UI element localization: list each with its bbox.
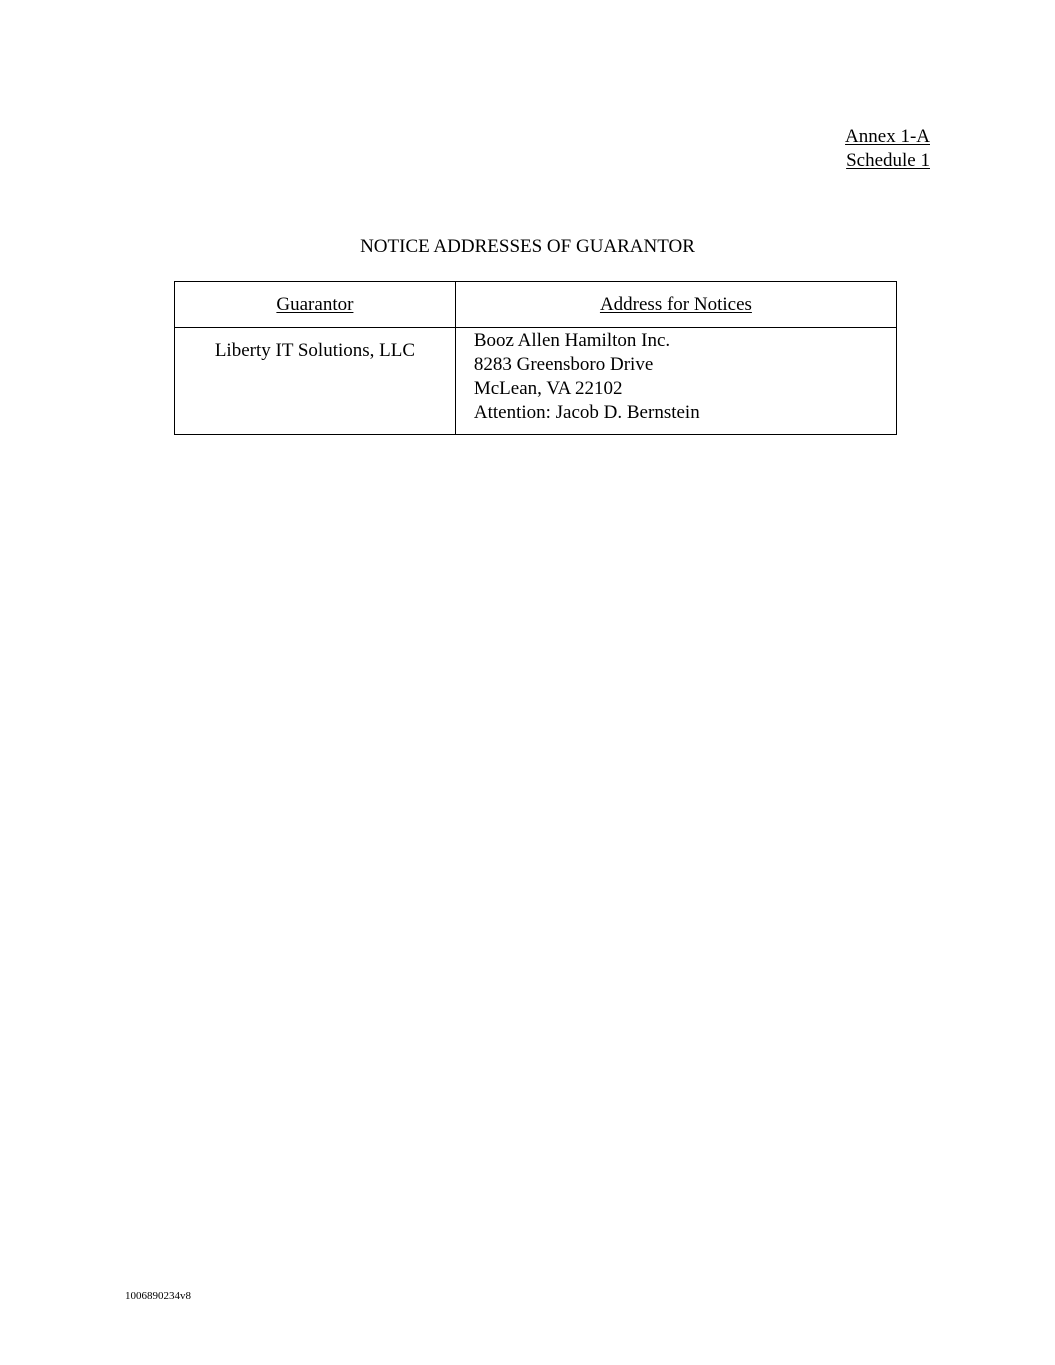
annex-label: Annex 1-A [845,126,930,147]
schedule-label: Schedule 1 [846,150,930,171]
address-line: Attention: Jacob D. Bernstein [473,402,700,423]
guarantor-name: Liberty IT Solutions, LLC [175,328,456,435]
address-header-label: Address for Notices [599,293,752,315]
address-line: 8283 Greensboro Drive [473,354,654,375]
table-row [175,328,897,435]
address-column-header [455,282,896,328]
document-id: 1006890234v8 [125,1290,191,1302]
address-line: McLean, VA 22102 [473,378,623,399]
guarantor-column-header [175,282,456,328]
notice-addresses-table [174,281,897,435]
notice-address [455,328,896,435]
annex-reference [845,125,930,173]
address-line: Booz Allen Hamilton Inc. [473,330,671,351]
table-header-row [175,282,897,328]
document-title: NOTICE ADDRESSES OF GUARANTOR [360,236,695,257]
guarantor-header-label: Guarantor [276,293,354,315]
